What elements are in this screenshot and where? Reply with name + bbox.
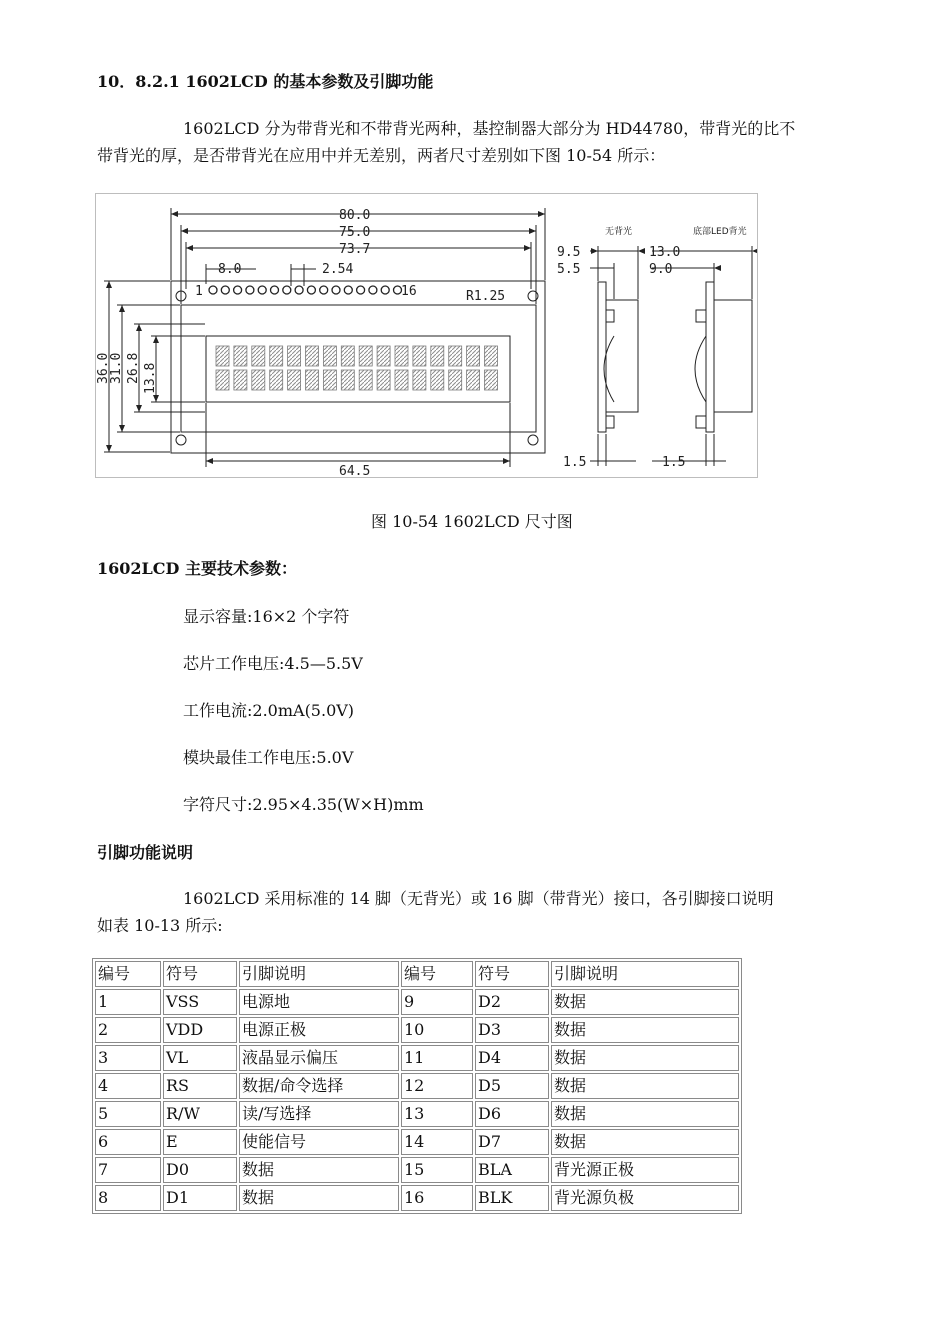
dim-31: 31.0 [109,352,124,384]
pin-pad [258,286,266,294]
dim-80: 80.0 [339,208,371,223]
table-cell: 数据 [551,1045,739,1071]
table-row [95,1073,739,1099]
param-item: 芯片工作电压:4.5—5.5V [183,654,363,673]
pcb-outline [171,281,545,453]
table-cell: VSS [163,989,237,1015]
dim-15-a: 1.5 [563,455,587,470]
table-header-cell: 符号 [163,961,237,987]
table-cell: D2 [475,989,549,1015]
table-cell: 背光源正极 [551,1157,739,1183]
pin-pad [221,286,229,294]
table-cell: 10 [401,1017,473,1043]
table-cell: RS [163,1073,237,1099]
table-cell: D4 [475,1045,549,1071]
character-cells [216,346,498,390]
table-cell: 数据 [551,1017,739,1043]
char-cell [359,346,372,366]
pin-pad [320,286,328,294]
table-cell: 9 [401,989,473,1015]
char-cell [449,370,462,390]
dim-130: 13.0 [649,245,681,260]
table-cell: D0 [163,1157,237,1183]
table-cell: BLK [475,1185,549,1211]
table-cell: 8 [95,1185,161,1211]
table-cell: 数据 [239,1157,399,1183]
table-row [95,1185,739,1211]
pin-pad [357,286,365,294]
char-cell [341,346,354,366]
char-cell [449,346,462,366]
pin-pad [209,286,217,294]
table-cell: 数据 [551,1073,739,1099]
dim-254: 2.54 [322,262,354,277]
radius-label: R1.25 [466,289,506,304]
label-no-backlight: 无背光 [605,227,633,237]
char-cell [270,370,283,390]
char-cell [395,370,408,390]
char-cell [234,370,247,390]
table-cell: E [163,1129,237,1155]
table-cell: D5 [475,1073,549,1099]
table-cell: 15 [401,1157,473,1183]
param-item: 工作电流:2.0mA(5.0V) [183,701,355,720]
table-cell: D6 [475,1101,549,1127]
dim-55: 5.5 [557,262,581,277]
char-cell [413,370,426,390]
dim-138: 13.8 [143,362,158,394]
section-title: 10．8.2.1 1602LCD 的基本参数及引脚功能 [97,72,434,91]
lcd-dimension-figure [95,193,758,478]
params-title: 1602LCD 主要技术参数： [97,559,297,578]
table-cell: BLA [475,1157,549,1183]
pin-16-label: 16 [401,284,417,299]
table-cell: 11 [401,1045,473,1071]
label-led-backlight: 底部LED背光 [693,227,747,237]
pin-header [209,286,402,294]
char-cell [341,370,354,390]
table-cell: 6 [95,1129,161,1155]
intro-line-1: 1602LCD 分为带背光和不带背光两种，基控制器大部分为 HD44780，带背光的比不 [183,119,796,138]
table-cell: 4 [95,1073,161,1099]
char-cell [485,346,498,366]
pins-desc-line-2: 如表 10-13 所示: [97,916,223,935]
pin-pad [307,286,315,294]
dim-90: 9.0 [649,262,673,277]
pin-pad [234,286,242,294]
char-cell [252,346,265,366]
table-row [95,989,739,1015]
table-cell: 数据/命令选择 [239,1073,399,1099]
pin-pad [381,286,389,294]
table-cell: 液晶显示偏压 [239,1045,399,1071]
pin-pad [332,286,340,294]
dim-268: 26.8 [126,352,141,384]
char-cell [485,370,498,390]
table-cell: 2 [95,1017,161,1043]
char-cell [306,370,319,390]
table-header-cell: 引脚说明 [239,961,399,987]
pin-pad [271,286,279,294]
table-cell: VL [163,1045,237,1071]
table-cell: 电源正极 [239,1017,399,1043]
char-cell [288,370,301,390]
char-cell [216,370,229,390]
table-row [95,1157,739,1183]
table-cell: 数据 [551,989,739,1015]
pins-desc-line-1: 1602LCD 采用标准的 14 脚（无背光）或 16 脚（带背光）接口，各引脚接口说明 [183,889,774,908]
char-cell [377,370,390,390]
char-cell [323,346,336,366]
dim-75: 75.0 [339,225,371,240]
table-cell: R/W [163,1101,237,1127]
table-header-row [95,961,739,987]
table-cell: 使能信号 [239,1129,399,1155]
dim-15-b: 1.5 [662,455,686,470]
table-header-cell: 引脚说明 [551,961,739,987]
pin-pad [246,286,254,294]
pins-title: 引脚功能说明 [97,843,194,862]
char-cell [359,370,372,390]
char-cell [377,346,390,366]
table-row [95,1101,739,1127]
table-cell: 7 [95,1157,161,1183]
table-cell: 读/写选择 [239,1101,399,1127]
table-header-cell: 编号 [401,961,473,987]
table-cell: 1 [95,989,161,1015]
dim-36: 36.0 [96,352,111,384]
pin-pad [283,286,291,294]
table-header-cell: 编号 [95,961,161,987]
char-cell [413,346,426,366]
dim-8: 8.0 [218,262,242,277]
table-row [95,1129,739,1155]
char-cell [270,346,283,366]
char-cell [288,346,301,366]
table-cell: 数据 [551,1101,739,1127]
pin-pad [295,286,303,294]
char-cell [431,370,444,390]
table-cell: D7 [475,1129,549,1155]
pin-pad [369,286,377,294]
dim-737: 73.7 [339,242,371,257]
char-cell [234,346,247,366]
pin-table [92,958,742,1214]
table-cell: 14 [401,1129,473,1155]
char-cell [323,370,336,390]
param-item: 字符尺寸:2.95×4.35(W×H)mm [183,795,424,814]
intro-line-2: 带背光的厚，是否带背光在应用中并无差别，两者尺寸差别如下图 10-54 所示： [97,146,666,165]
table-cell: 5 [95,1101,161,1127]
figure-caption: 图 10-54 1602LCD 尺寸图 [371,512,573,531]
dim-645: 64.5 [339,464,371,477]
char-cell [431,346,444,366]
param-item: 模块最佳工作电压:5.0V [183,748,354,767]
table-header-cell: 符号 [475,961,549,987]
table-cell: D3 [475,1017,549,1043]
table-cell: D1 [163,1185,237,1211]
dim-95: 9.5 [557,245,581,260]
table-cell: 3 [95,1045,161,1071]
table-cell: 数据 [551,1129,739,1155]
param-item: 显示容量:16×2 个字符 [183,607,350,626]
pin-1-label: 1 [195,284,203,299]
table-cell: 12 [401,1073,473,1099]
char-cell [395,346,408,366]
char-cell [306,346,319,366]
char-cell [252,370,265,390]
table-cell: 电源地 [239,989,399,1015]
char-cell [216,346,229,366]
char-cell [467,346,480,366]
table-cell: 背光源负极 [551,1185,739,1211]
pin-pad [344,286,352,294]
char-cell [467,370,480,390]
table-cell: 数据 [239,1185,399,1211]
table-row [95,1017,739,1043]
table-row [95,1045,739,1071]
table-cell: VDD [163,1017,237,1043]
table-cell: 16 [401,1185,473,1211]
table-cell: 13 [401,1101,473,1127]
